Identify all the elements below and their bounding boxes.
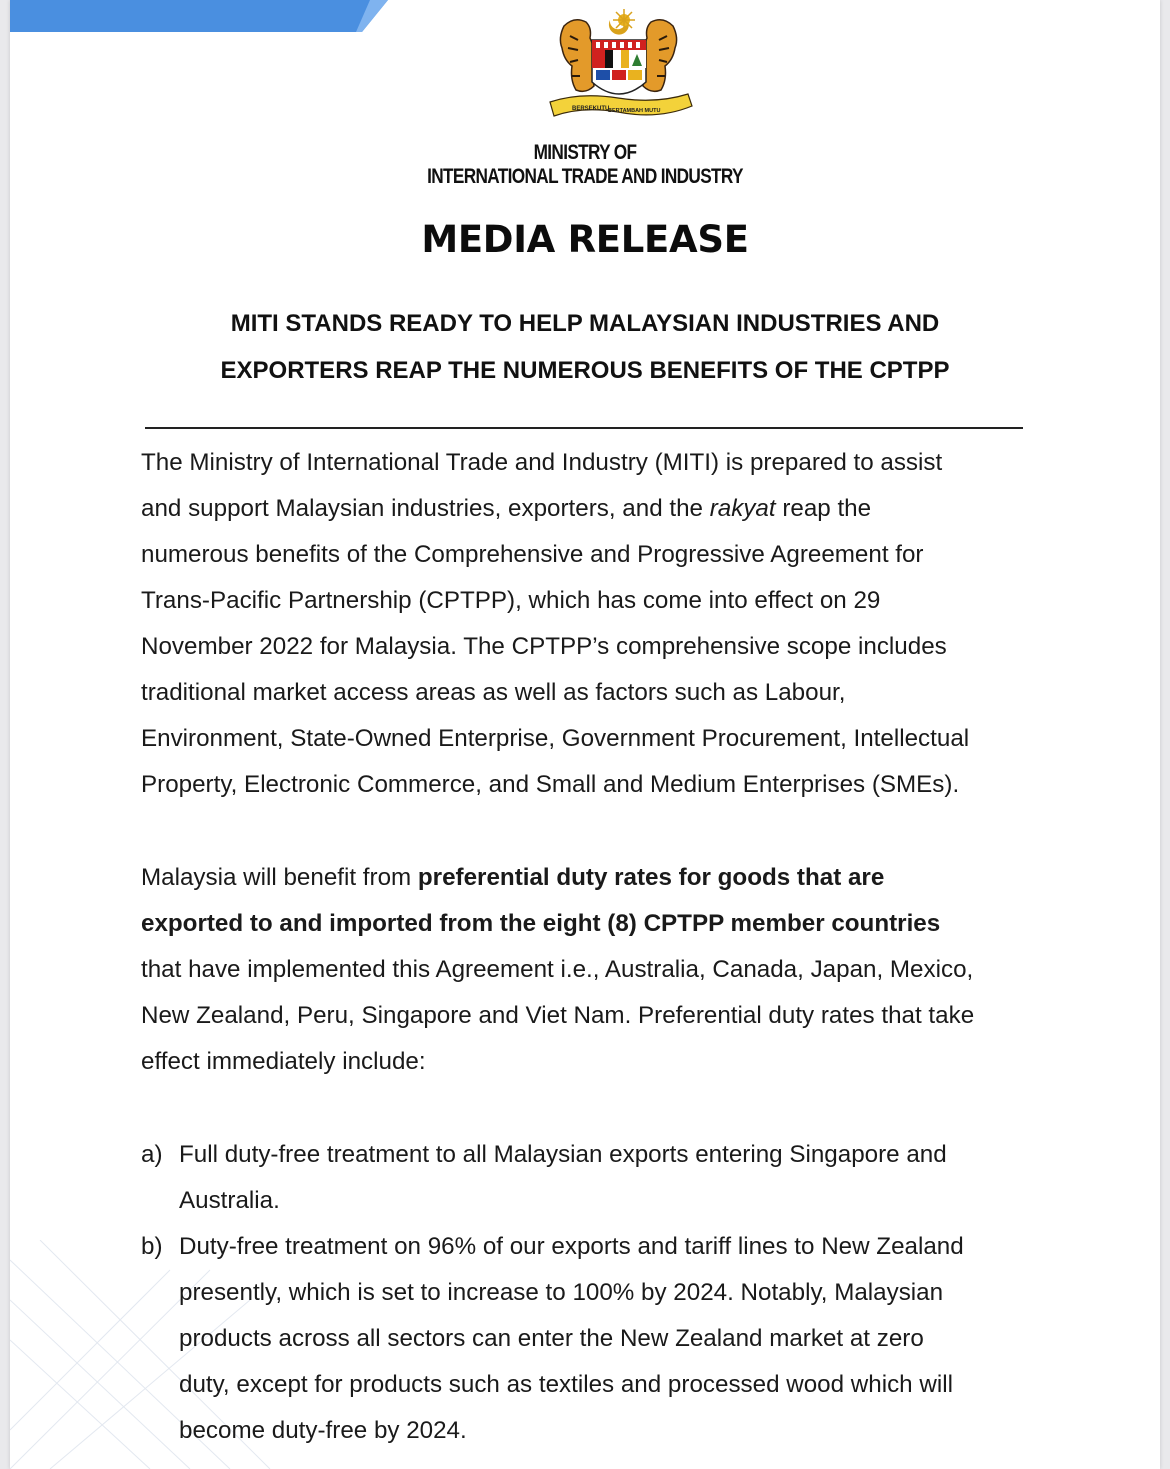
malaysia-coat-of-arms-icon (536, 6, 701, 134)
text-line: Environment, State-Owned Enterprise, Government Procurement, Intellectual (141, 725, 970, 752)
bold-text: preferential duty rates for goods that are (417, 864, 885, 891)
ministry-name-line1: MINISTRY OF (533, 141, 637, 164)
document-page (10, 0, 1160, 1469)
text-line: products across all sectors can enter the New Zealand market at zero (179, 1325, 924, 1352)
text-line: traditional market access areas as well as factors such as Labour, (141, 679, 846, 706)
text-line: that have implemented this Agreement i.e., Australia, Canada, Japan, Mexico, (141, 956, 974, 983)
paragraph-intro (141, 440, 1026, 808)
list-marker: a) (141, 1141, 163, 1168)
list-item-body (179, 1224, 1026, 1454)
paragraph-benefits (141, 855, 1026, 1085)
text-line: presently, which is set to increase to 100% by 2024. Notably, Malaysian (179, 1279, 944, 1306)
text-line: Full duty-free treatment to all Malaysian exports entering Singapore and (179, 1141, 947, 1168)
text-line: effect immediately include: (141, 1048, 426, 1075)
list-item-body (179, 1132, 1026, 1224)
ministry-name-line2: INTERNATIONAL TRADE AND INDUSTRY (427, 165, 743, 188)
text-line: Australia. (179, 1187, 280, 1214)
text-line (141, 901, 1026, 947)
text-line: Trans-Pacific Partnership (CPTPP), which has come into effect on 29 (141, 587, 881, 614)
headline-line1: MITI STANDS READY TO HELP MALAYSIAN INDUSTRIES AND (230, 310, 940, 337)
headline-line2: EXPORTERS REAP THE NUMEROUS BENEFITS OF THE CPTPP (220, 357, 950, 384)
headline-divider (145, 427, 1023, 429)
italic-term: rakyat (709, 495, 776, 522)
text-line: duty, except for products such as textiles and processed wood which will (179, 1371, 953, 1398)
text-line: The Ministry of International Trade and Industry (MITI) is prepared to assist (141, 449, 943, 476)
text-span: and support Malaysian industries, exporters, and the (141, 495, 710, 522)
media-release-label: MEDIA RELEASE (421, 218, 749, 261)
text-line: become duty-free by 2024. (179, 1417, 467, 1444)
list-marker: b) (141, 1233, 163, 1260)
text-line: Duty-free treatment on 96% of our exports and tariff lines to New Zealand (179, 1233, 964, 1260)
bold-text: exported to and imported from the eight (8) CPTPP member countries (141, 910, 941, 937)
text-line (141, 855, 1026, 901)
crest-motto-left: BERSEKUTU (572, 106, 610, 112)
text-line: November 2022 for Malaysia. The CPTPP’s comprehensive scope includes (141, 633, 947, 660)
text-line: numerous benefits of the Comprehensive and Progressive Agreement for (141, 541, 924, 568)
text-line (141, 486, 1026, 532)
text-span: reap the (775, 495, 872, 522)
text-line: New Zealand, Peru, Singapore and Viet Nam. Preferential duty rates that take (141, 1002, 975, 1029)
crest-motto-center: BERTAMBAH MUTU (608, 108, 661, 114)
corner-accent-band (10, 0, 410, 40)
text-line: Property, Electronic Commerce, and Small and Medium Enterprises (SMEs). (141, 771, 960, 798)
text-span: Malaysia will benefit from (141, 864, 418, 891)
